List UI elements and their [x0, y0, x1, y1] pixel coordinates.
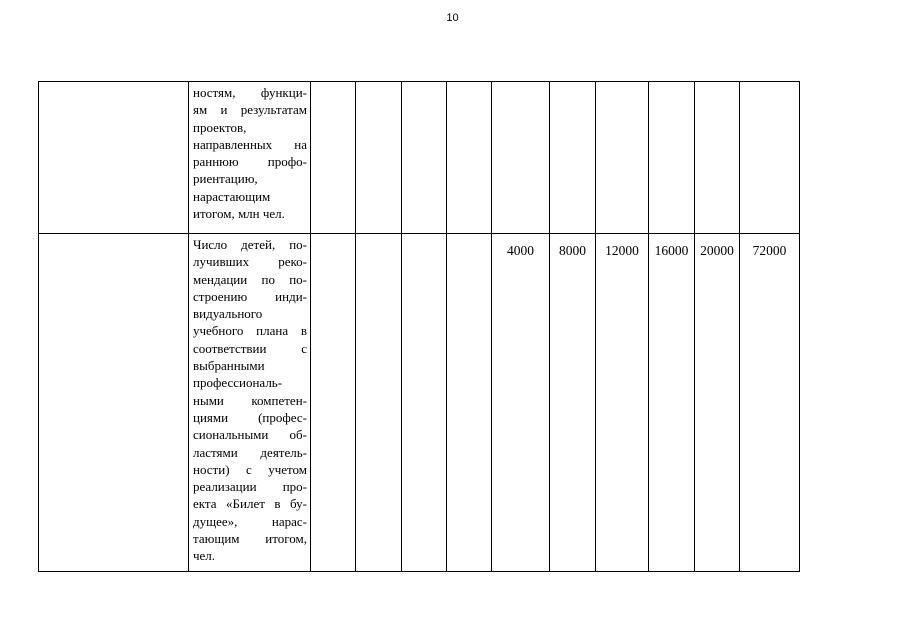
description-line: Число детей, по-: [193, 237, 307, 252]
description-line: выбранными: [193, 358, 265, 374]
indicator-description: [189, 234, 311, 572]
description-line: екта «Билет в бу-: [193, 496, 307, 512]
indicator-description: [189, 82, 311, 234]
description-line: ям и результатам: [193, 102, 307, 118]
description-line: нарастающим: [193, 188, 271, 204]
value-cell: 8000: [550, 234, 596, 572]
description-line: чел.: [193, 548, 216, 564]
description-line: сиональными об-: [193, 427, 307, 443]
value-cell: [402, 234, 447, 572]
description-line: направленных на: [193, 136, 307, 152]
value-cell: 72000: [740, 234, 800, 572]
value-cell: 16000: [649, 234, 695, 572]
description-line: тающим итогом,: [193, 531, 307, 547]
description-line: проектов,: [193, 119, 247, 135]
value-cell: [649, 82, 695, 234]
value-cell: [492, 82, 550, 234]
description-line: учебного плана в: [193, 323, 307, 339]
description-line: ластями деятель-: [193, 444, 307, 460]
page-number: 10: [446, 12, 459, 24]
value-cell: 4000: [492, 234, 550, 572]
description-line: ностям, функци-: [193, 85, 307, 100]
value-cell: [356, 234, 402, 572]
table-row: [39, 234, 800, 572]
value-cell: [311, 82, 356, 234]
value-cell: [740, 82, 800, 234]
description-line: лучивших реко-: [193, 254, 307, 270]
description-line: дущее», нарас-: [193, 513, 307, 529]
indicators-table: [38, 81, 800, 572]
description-line: ными компетен-: [193, 392, 307, 408]
value-cell: [447, 82, 492, 234]
value-cell: [550, 82, 596, 234]
empty-first-column-cell: [39, 82, 189, 234]
description-line: циями (профес-: [193, 409, 307, 425]
description-line: итогом, млн чел.: [193, 206, 285, 222]
description-line: соответствии с: [193, 340, 307, 356]
description-line: мендации по по-: [193, 271, 307, 287]
description-line: раннюю профо-: [193, 154, 307, 170]
description-line: риентацию,: [193, 171, 258, 187]
value-cell: 20000: [695, 234, 740, 572]
description-line: видуального: [193, 306, 263, 322]
value-cell: [356, 82, 402, 234]
description-line: строению инди-: [193, 288, 307, 304]
value-cell: 12000: [596, 234, 649, 572]
value-cell: [447, 234, 492, 572]
value-cell: [402, 82, 447, 234]
table-row: [39, 82, 800, 234]
empty-first-column-cell: [39, 234, 189, 572]
value-cell: [596, 82, 649, 234]
description-line: профессиональ-: [193, 375, 283, 391]
description-line: реализации про-: [193, 479, 307, 495]
value-cell: [695, 82, 740, 234]
description-line: ности) с учетом: [193, 461, 307, 477]
value-cell: [311, 234, 356, 572]
